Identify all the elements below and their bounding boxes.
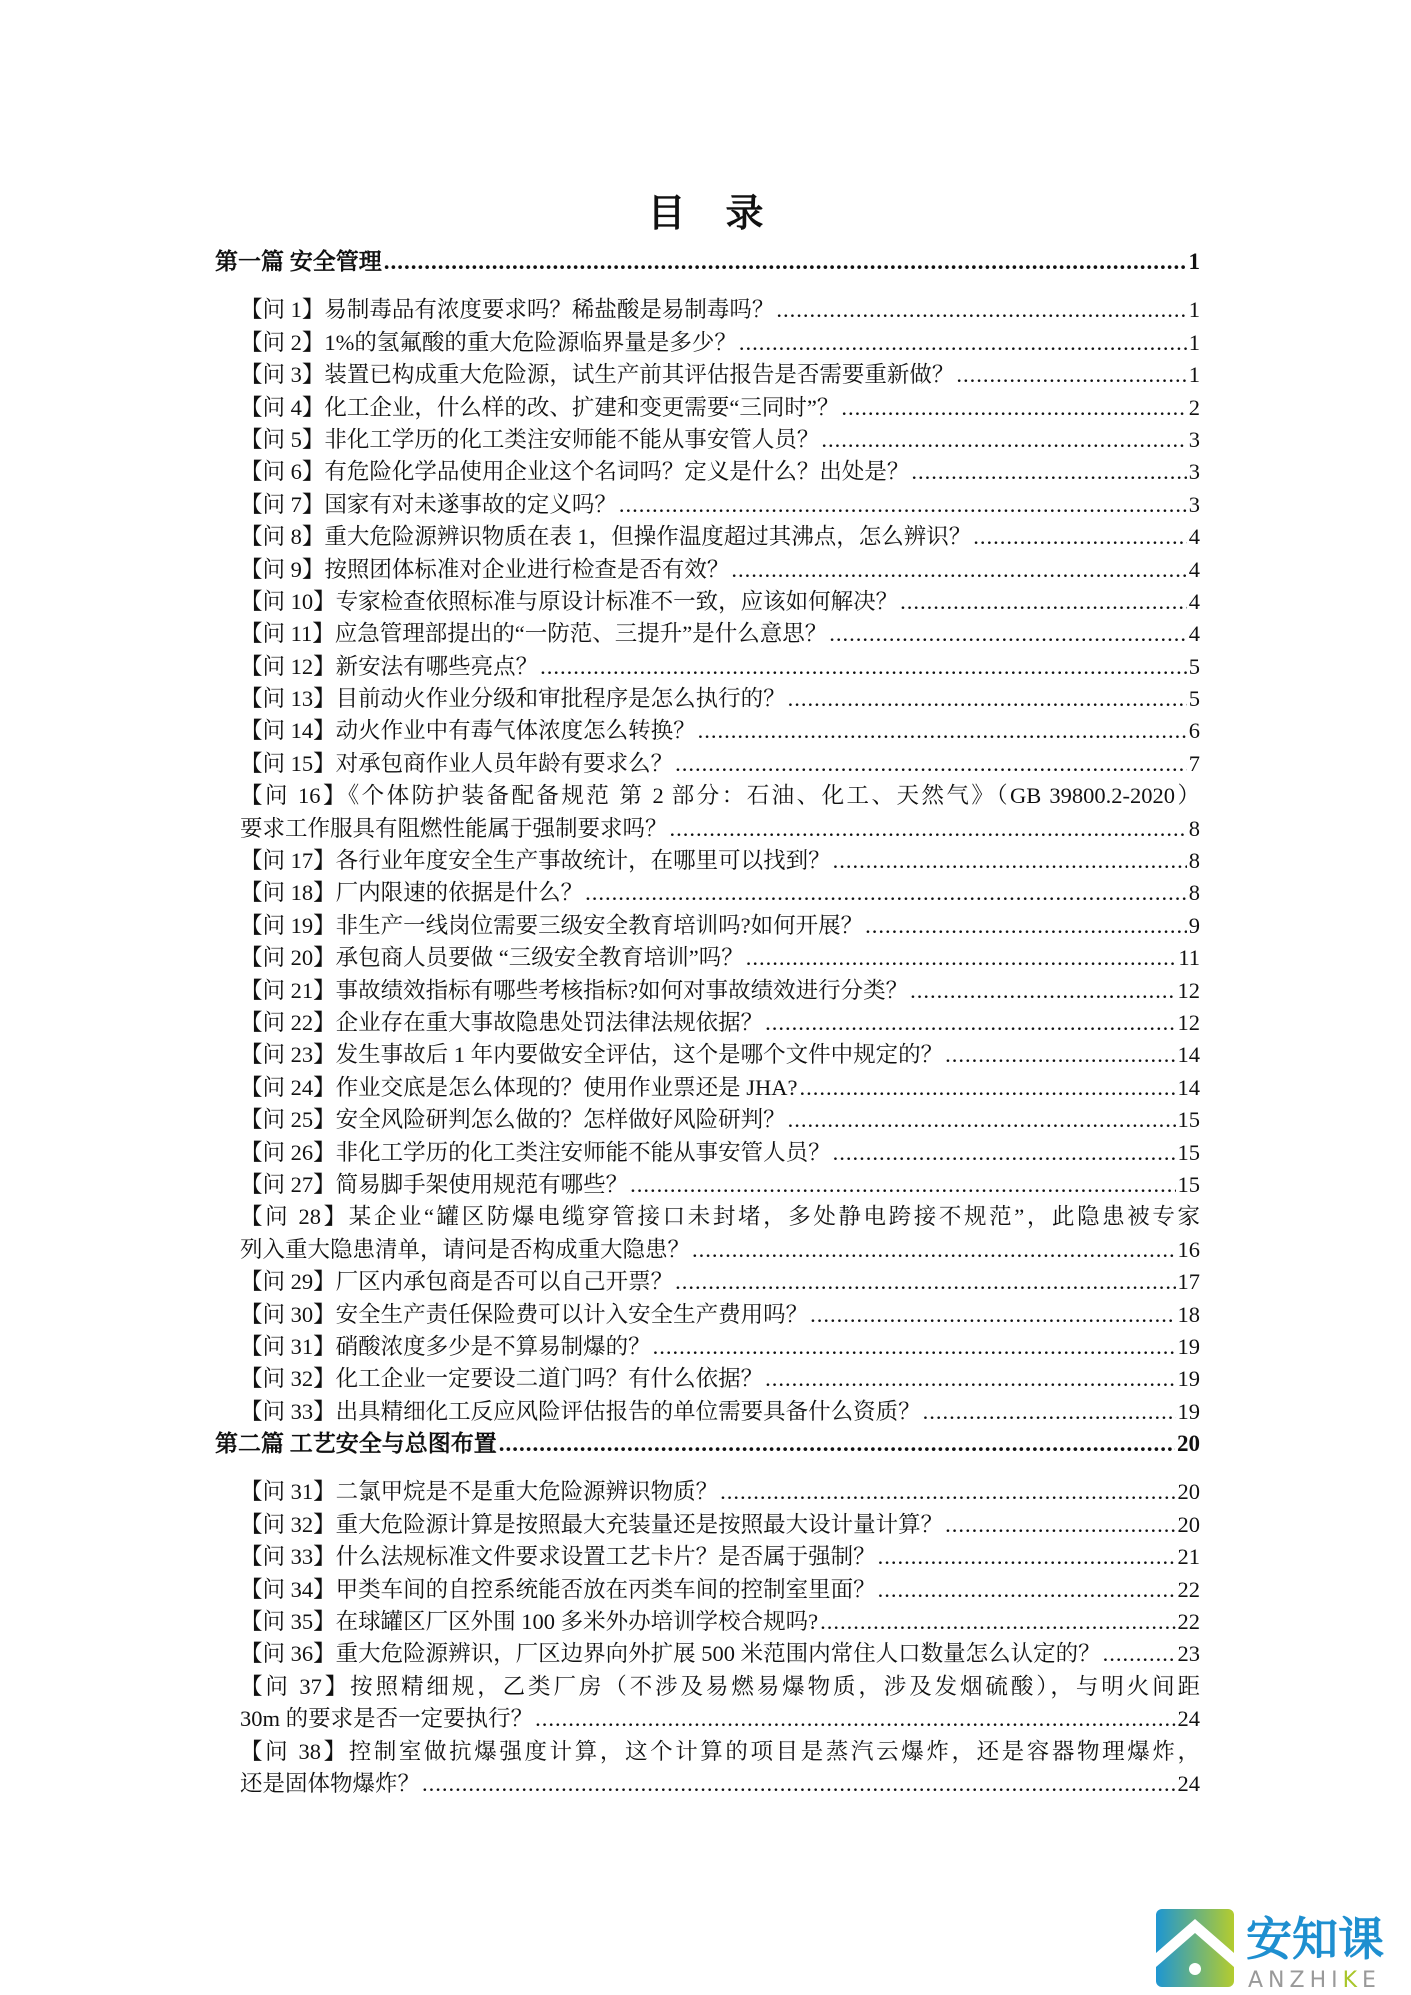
toc-entry-text: 【问 21】事故绩效指标有哪些考核指标?如何对事故绩效进行分类？ <box>240 977 909 1003</box>
toc-entry-text: 第一篇 安全管理 <box>215 249 382 274</box>
page-number: 3 <box>1188 491 1200 517</box>
toc-entry[interactable] <box>215 1266 1200 1298</box>
toc-entry-text: 【问 17】各行业年度安全生产事故统计，在哪里可以找到？ <box>240 848 831 874</box>
toc-entry-text: 【问 36】重大危险源辨识，厂区边界向外扩展 500 米范围内常住人口数量怎么认定的？ <box>240 1641 1101 1667</box>
toc-entry[interactable] <box>215 1299 1200 1331</box>
toc-entry[interactable] <box>215 1363 1200 1395</box>
toc-entry-text: 【问 29】厂区内承包商是否可以自己开票？ <box>240 1269 674 1295</box>
page-title: 目录 <box>647 193 804 235</box>
page-number: 4 <box>1188 524 1200 550</box>
dot-leader <box>829 618 1186 650</box>
toc-entry-text: 【问 26】非化工学历的化工类注安师能不能从事安管人员？ <box>240 1139 831 1165</box>
page-number: 4 <box>1188 556 1200 582</box>
toc-entry-text: 【问 15】对承包商作业人员年龄有要求么？ <box>240 750 674 776</box>
toc-entry-continuation[interactable] <box>215 1234 1200 1266</box>
page-number: 19 <box>1177 1366 1200 1392</box>
toc-entry-text: 【问 35】在球罐区厂区外围 100 多米外办培训学校合规吗? <box>240 1609 819 1635</box>
toc-entry-continuation[interactable] <box>215 1703 1200 1735</box>
toc-entry-text: 【问 27】简易脚手架使用规范有哪些？ <box>240 1171 629 1197</box>
toc-entry[interactable] <box>215 910 1200 942</box>
page-number: 6 <box>1188 718 1200 744</box>
page-number: 14 <box>1177 1074 1200 1100</box>
toc-entry[interactable] <box>215 618 1200 650</box>
dot-leader <box>692 1234 1175 1266</box>
dot-leader <box>945 1509 1175 1541</box>
toc-entry-text: 【问 4】化工企业，什么样的改、扩建和变更需要“三同时”？ <box>240 394 840 420</box>
toc-entry-text: 【问 13】目前动火作业分级和审批程序是怎么执行的？ <box>240 686 786 712</box>
toc-entry-text: 【问 7】国家有对未遂事故的定义吗？ <box>240 491 617 517</box>
page-number: 8 <box>1188 848 1200 874</box>
toc-entry-text: 【问 18】厂内限速的依据是什么？ <box>240 880 584 906</box>
toc-entry[interactable] <box>215 424 1200 456</box>
toc-entry-text: 【问 8】重大危险源辨识物质在表 1，但操作温度超过其沸点，怎么辨识？ <box>240 524 972 550</box>
dot-leader <box>900 586 1187 618</box>
toc-entry-text: 【问 2】1%的氢氟酸的重大危险源临界量是多少？ <box>240 329 737 355</box>
toc-entry-text: 还是固体物爆炸？ <box>240 1770 421 1796</box>
toc-entry[interactable] <box>215 651 1200 683</box>
toc-entry-line1[interactable] <box>215 1201 1200 1233</box>
page-number: 7 <box>1188 750 1200 776</box>
toc-entry[interactable] <box>215 1638 1200 1670</box>
page-number: 23 <box>1177 1641 1200 1667</box>
page-number: 4 <box>1188 621 1200 647</box>
dot-leader <box>585 877 1187 909</box>
toc-entry[interactable] <box>215 1476 1200 1508</box>
toc-entry[interactable] <box>215 942 1200 974</box>
anzhike-logo <box>1150 1897 1411 1995</box>
dot-leader <box>833 845 1187 877</box>
toc-entry-text: 【问 12】新安法有哪些亮点？ <box>240 653 539 679</box>
page-number: 14 <box>1177 1042 1200 1068</box>
dot-leader <box>675 748 1187 780</box>
toc-entry-text: 【问 14】动火作业中有毒气体浓度怎么转换？ <box>240 718 696 744</box>
toc-entry-text: 【问 38】控制室做抗爆强度计算，这个计算的项目是蒸汽云爆炸，还是容器物理爆炸， <box>240 1738 1200 1764</box>
toc-entry-text: 【问 3】装置已构成重大危险源，试生产前其评估报告是否需要重新做？ <box>240 362 955 388</box>
dot-leader <box>619 489 1187 521</box>
svg-text:安知课: 安知课 <box>1246 1912 1384 1966</box>
toc-entry[interactable] <box>215 1137 1200 1169</box>
dot-leader <box>800 1072 1176 1104</box>
toc-entry-text: 【问 31】二氯甲烷是不是重大危险源辨识物质？ <box>240 1479 719 1505</box>
page-number: 15 <box>1177 1139 1200 1165</box>
page-number: 11 <box>1178 945 1200 971</box>
toc-entry-text: 【问 31】硝酸浓度多少是不算易制爆的？ <box>240 1333 651 1359</box>
toc-entry[interactable] <box>215 1331 1200 1363</box>
dot-leader <box>739 327 1187 359</box>
dot-leader <box>1103 1638 1176 1670</box>
dot-leader <box>675 1266 1175 1298</box>
toc-entry-text: 【问 11】应急管理部提出的“一防范、三提升”是什么意思？ <box>240 621 828 647</box>
toc-entry-text: 【问 9】按照团体标准对企业进行检查是否有效？ <box>240 556 730 582</box>
page-number: 21 <box>1177 1544 1200 1570</box>
toc-entry-text: 【问 16】《个体防护装备配备规范 第 2 部分：石油、化工、天然气》（GB 39800.2-2020） <box>240 783 1200 809</box>
toc-entry-text: 第二篇 工艺安全与总图布置 <box>215 1431 497 1457</box>
toc-entry-text: 【问 22】企业存在重大事故隐患处罚法律法规依据？ <box>240 1009 764 1035</box>
toc-entry-text: 列入重大隐患清单，请问是否构成重大隐患？ <box>240 1236 691 1262</box>
toc-entry-text: 【问 33】什么法规标准文件要求设置工艺卡片？是否属于强制？ <box>240 1544 876 1570</box>
dot-leader <box>945 1039 1175 1071</box>
toc-entry-text: 30m 的要求是否一定要执行？ <box>240 1706 534 1732</box>
dot-leader <box>878 1541 1176 1573</box>
dot-leader <box>788 1104 1176 1136</box>
dot-leader <box>910 975 1175 1007</box>
dot-leader <box>731 554 1186 586</box>
toc-entry-text: 【问 6】有危险化学品使用企业这个名词吗？定义是什么？出处是？ <box>240 459 910 485</box>
dot-leader <box>499 1428 1175 1460</box>
toc-entry-text: 【问 32】重大危险源计算是按照最大充装量还是按照最大设计量计算？ <box>240 1511 944 1537</box>
toc-entry[interactable] <box>215 359 1200 391</box>
page-number: 24 <box>1177 1770 1200 1796</box>
dot-leader <box>810 1299 1175 1331</box>
toc-entry[interactable] <box>215 877 1200 909</box>
toc-entry-text: 【问 23】发生事故后 1 年内要做安全评估，这个是哪个文件中规定的？ <box>240 1042 944 1068</box>
dot-leader <box>776 294 1186 326</box>
toc-entry[interactable] <box>215 1039 1200 1071</box>
toc-entry-line1[interactable] <box>215 780 1200 812</box>
page-number: 5 <box>1188 653 1200 679</box>
toc-entry-continuation[interactable] <box>215 813 1200 845</box>
dot-leader <box>698 715 1187 747</box>
toc-entry-continuation[interactable] <box>215 1768 1200 1800</box>
page-number: 1 <box>1188 297 1200 323</box>
dot-leader <box>820 1606 1175 1638</box>
toc-entry[interactable] <box>215 1509 1200 1541</box>
table-of-contents <box>215 246 1200 1800</box>
dot-leader <box>788 683 1187 715</box>
dot-leader <box>670 813 1187 845</box>
toc-entry-text: 【问 34】甲类车间的自控系统能否放在丙类车间的控制室里面？ <box>240 1576 876 1602</box>
page-number: 1 <box>1188 329 1200 355</box>
page-number: 20 <box>1177 1511 1200 1537</box>
page-number: 15 <box>1177 1107 1200 1133</box>
toc-entry[interactable] <box>215 715 1200 747</box>
page-number: 4 <box>1188 588 1200 614</box>
toc-entry[interactable] <box>215 586 1200 618</box>
toc-entry[interactable] <box>215 1072 1200 1104</box>
toc-entry-text: 【问 25】安全风险研判怎么做的？怎样做好风险研判？ <box>240 1107 786 1133</box>
page-number: 20 <box>1177 1431 1200 1457</box>
page-number: 12 <box>1177 977 1200 1003</box>
page-number: 5 <box>1188 686 1200 712</box>
toc-entry[interactable] <box>215 1574 1200 1606</box>
toc-entry[interactable] <box>215 521 1200 553</box>
dot-leader <box>911 456 1186 488</box>
toc-entry-line1[interactable] <box>215 1671 1200 1703</box>
dot-leader <box>720 1476 1175 1508</box>
toc-entry[interactable] <box>215 1541 1200 1573</box>
toc-entry-text: 【问 24】作业交底是怎么体现的？使用作业票还是 JHA? <box>240 1074 798 1100</box>
page-number: 22 <box>1177 1609 1200 1635</box>
page-number: 1 <box>1188 249 1200 274</box>
toc-entry-text: 【问 20】承包商人员要做 “三级安全教育培训”吗？ <box>240 945 744 971</box>
toc-entry-text: 【问 30】安全生产责任保险费可以计入安全生产费用吗？ <box>240 1301 809 1327</box>
toc-entry[interactable] <box>215 392 1200 424</box>
dot-leader <box>841 392 1186 424</box>
dot-leader <box>923 1396 1176 1428</box>
toc-entry-text: 【问 1】易制毒品有浓度要求吗？稀盐酸是易制毒吗？ <box>240 297 775 323</box>
page-number: 17 <box>1177 1269 1200 1295</box>
toc-entry[interactable] <box>215 683 1200 715</box>
dot-leader <box>630 1169 1175 1201</box>
dot-leader <box>973 521 1186 553</box>
dot-leader <box>765 1007 1175 1039</box>
toc-entry[interactable] <box>215 1169 1200 1201</box>
dot-leader <box>765 1363 1175 1395</box>
page-number: 8 <box>1188 880 1200 906</box>
dot-leader <box>535 1703 1175 1735</box>
toc-entry[interactable] <box>215 1104 1200 1136</box>
page-number: 12 <box>1177 1009 1200 1035</box>
page-number: 3 <box>1188 426 1200 452</box>
dot-leader <box>422 1768 1175 1800</box>
toc-entry[interactable] <box>215 1396 1200 1428</box>
page-number: 15 <box>1177 1171 1200 1197</box>
page-number: 8 <box>1188 815 1200 841</box>
svg-text:ANZHIKE: ANZHIKE <box>1248 1968 1381 1993</box>
toc-entry[interactable] <box>215 1606 1200 1638</box>
toc-entry[interactable] <box>215 975 1200 1007</box>
page-number: 2 <box>1188 394 1200 420</box>
page-number: 24 <box>1177 1706 1200 1732</box>
dot-leader <box>878 1574 1176 1606</box>
toc-entry-text: 【问 5】非化工学历的化工类注安师能不能从事安管人员？ <box>240 426 820 452</box>
page-number: 9 <box>1188 912 1200 938</box>
page-number: 18 <box>1177 1301 1200 1327</box>
dot-leader <box>956 359 1186 391</box>
toc-entry-text: 【问 19】非生产一线岗位需要三级安全教育培训吗?如何开展？ <box>240 912 864 938</box>
toc-entry[interactable] <box>215 327 1200 359</box>
toc-entry-text: 要求工作服具有阻燃性能属于强制要求吗？ <box>240 815 668 841</box>
toc-entry-text: 【问 37】按照精细规，乙类厂房（不涉及易燃易爆物质，涉及发烟硫酸），与明火间距 <box>240 1673 1200 1699</box>
page-number: 19 <box>1177 1398 1200 1424</box>
dot-leader <box>653 1331 1176 1363</box>
toc-entry-text: 【问 10】专家检查依照标准与原设计标准不一致，应该如何解决？ <box>240 588 899 614</box>
toc-section-heading[interactable] <box>215 1428 1200 1460</box>
toc-entry[interactable] <box>215 748 1200 780</box>
page-number: 3 <box>1188 459 1200 485</box>
toc-entry[interactable] <box>215 845 1200 877</box>
toc-entry-text: 【问 33】出具精细化工反应风险评估报告的单位需要具备什么资质？ <box>240 1398 921 1424</box>
toc-entry-line1[interactable] <box>215 1736 1200 1768</box>
dot-leader <box>384 246 1187 278</box>
dot-leader <box>540 651 1187 683</box>
page-number: 16 <box>1177 1236 1200 1262</box>
dot-leader <box>833 1137 1176 1169</box>
toc-entry[interactable] <box>215 456 1200 488</box>
page-number: 1 <box>1188 362 1200 388</box>
toc-entry-text: 【问 32】化工企业一定要设二道门吗？有什么依据？ <box>240 1366 764 1392</box>
toc-section-heading[interactable] <box>215 246 1200 278</box>
dot-leader <box>865 910 1187 942</box>
toc-entry[interactable] <box>215 294 1200 326</box>
dot-leader <box>821 424 1186 456</box>
dot-leader <box>746 942 1177 974</box>
toc-entry-text: 【问 28】某企业“罐区防爆电缆穿管接口未封堵，多处静电跨接不规范”，此隐患被专家 <box>240 1204 1200 1230</box>
toc-entry[interactable] <box>215 489 1200 521</box>
page-number: 19 <box>1177 1333 1200 1359</box>
toc-entry[interactable] <box>215 554 1200 586</box>
toc-entry[interactable] <box>215 1007 1200 1039</box>
page-number: 22 <box>1177 1576 1200 1602</box>
page-number: 20 <box>1177 1479 1200 1505</box>
